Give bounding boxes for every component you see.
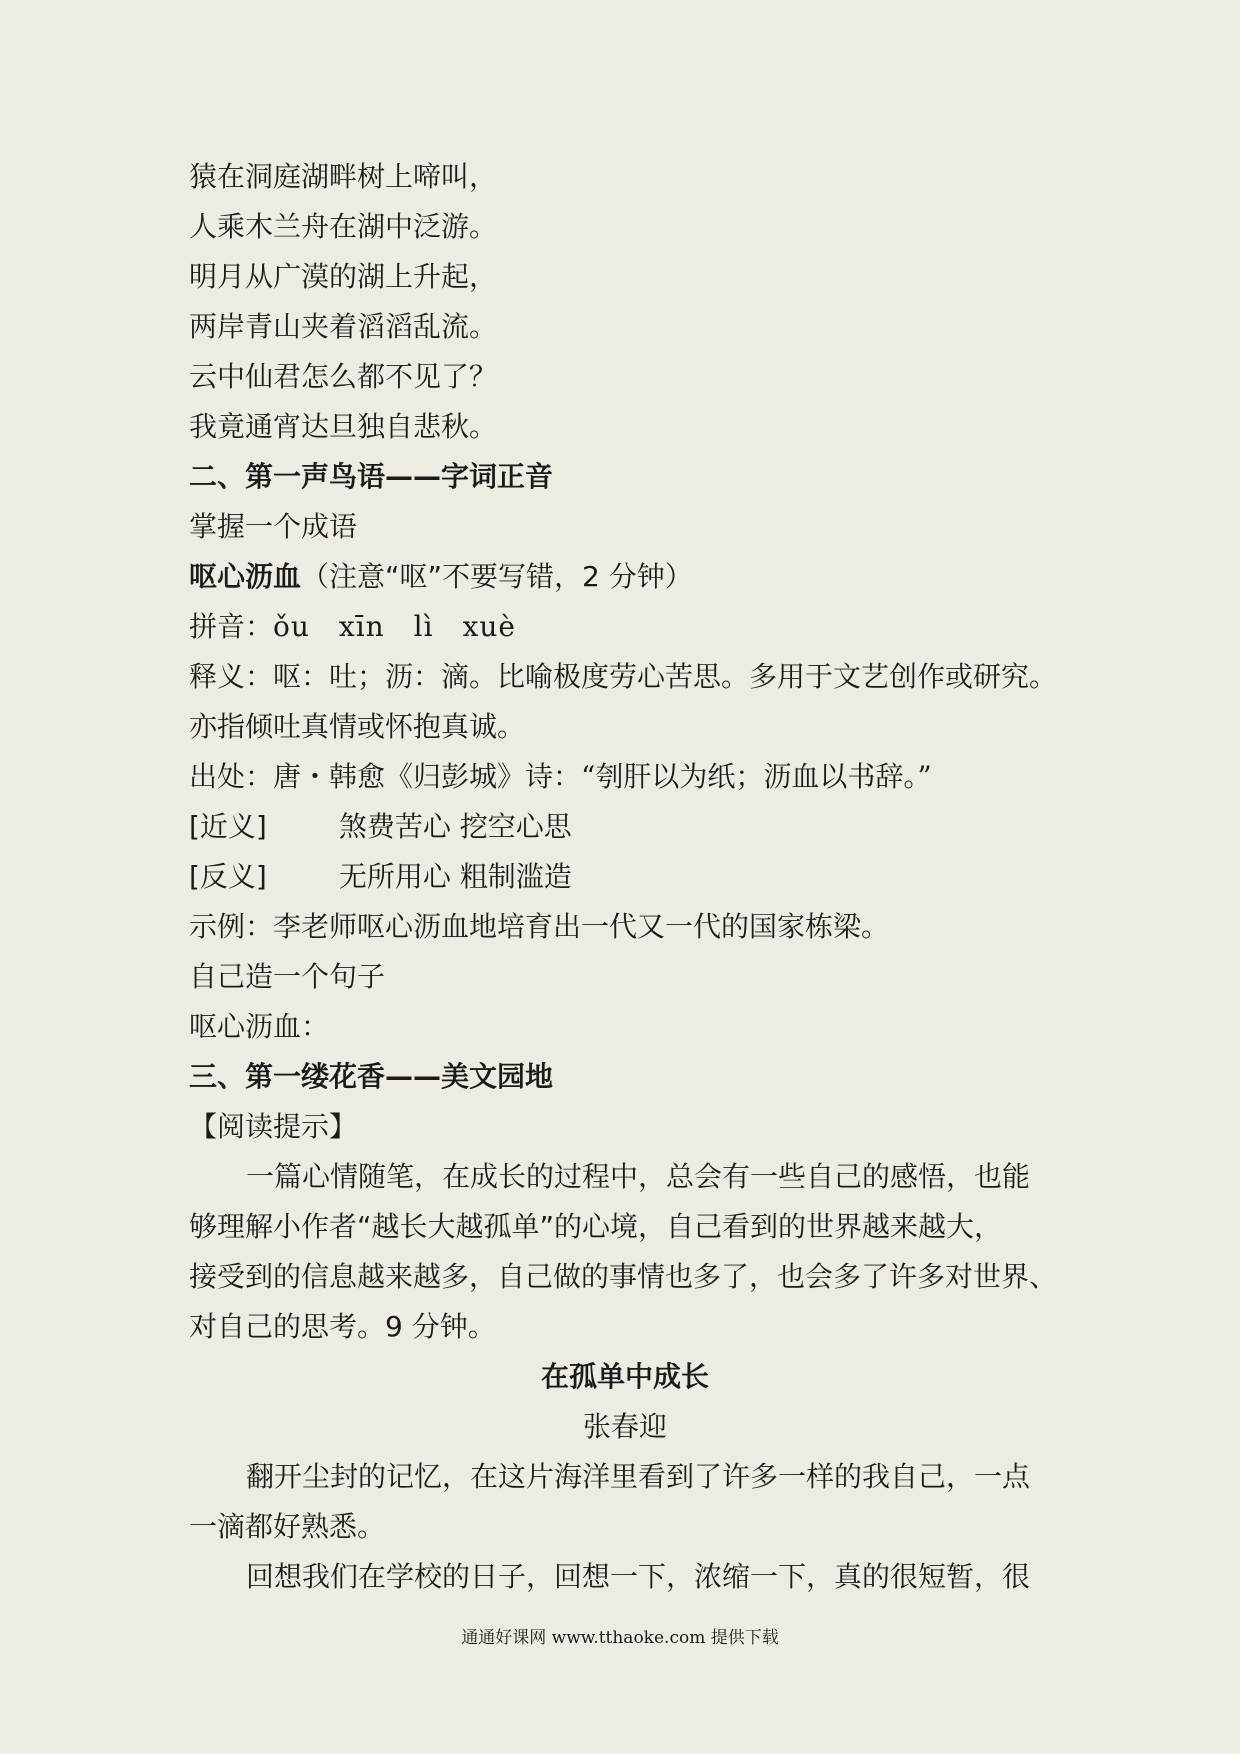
reading-tip-label: 【阅读提示】	[189, 1110, 358, 1143]
task-prompt: 呕心沥血：	[189, 1010, 330, 1043]
meaning-line: 释义：呕：吐；沥：滴。比喻极度劳心苦思。多用于文艺创作或研究。	[189, 660, 1058, 693]
subheading: 掌握一个成语	[189, 510, 358, 543]
poem-line: 猿在洞庭湖畔树上啼叫，	[189, 160, 498, 193]
tip-line: 对自己的思考。9 分钟。	[189, 1310, 496, 1343]
idiom-line	[189, 552, 1061, 602]
tip-line: 够理解小作者“越长大越孤单”的心境，自己看到的世界越来越大，	[189, 1210, 1003, 1243]
pinyin-text: ǒu xīn lì xuè	[273, 610, 516, 643]
poem-line: 我竟通宵达旦独自悲秋。	[189, 410, 498, 443]
pinyin-label: 拼音：	[189, 610, 274, 643]
synonym-text: 煞费苦心 挖空心思	[338, 810, 572, 843]
meaning-line: 亦指倾吐真情或怀抱真诚。	[189, 710, 526, 743]
antonym-text: 无所用心 粗制滥造	[338, 860, 572, 893]
pinyin-line	[189, 602, 1061, 652]
synonym-line	[189, 802, 1061, 852]
poem-line: 两岸青山夹着滔滔乱流。	[189, 310, 498, 343]
article-body-line: 一滴都好熟悉。	[189, 1510, 386, 1543]
idiom-term: 呕心沥血	[189, 560, 302, 593]
article-body-line: 回想我们在学校的日子，回想一下，浓缩一下，真的很短暂，很	[246, 1560, 1031, 1593]
synonym-label: [近义]	[189, 810, 267, 843]
antonym-line	[189, 852, 1061, 902]
article-title: 在孤单中成长	[540, 1360, 709, 1393]
page-content	[189, 152, 1061, 1602]
tip-line: 接受到的信息越来越多，自己做的事情也多了，也会多了许多对世界、	[189, 1260, 1058, 1293]
poem-line: 云中仙君怎么都不见了？	[189, 360, 498, 393]
article-body-line: 翻开尘封的记忆，在这片海洋里看到了许多一样的我自己，一点	[246, 1460, 1031, 1493]
poem-line: 明月从广漠的湖上升起，	[189, 260, 498, 293]
antonym-label: [反义]	[189, 860, 267, 893]
article-author: 张春迎	[582, 1410, 667, 1443]
section-heading: 三、第一缕花香——美文园地	[189, 1060, 554, 1093]
source-line: 出处：唐・韩愈《归彭城》诗：“刳肝以为纸；沥血以书辞。”	[189, 760, 932, 793]
task-line: 自己造一个句子	[189, 960, 386, 993]
example-line: 示例：李老师呕心沥血地培育出一代又一代的国家栋梁。	[189, 910, 890, 943]
tip-line: 一篇心情随笔，在成长的过程中，总会有一些自己的感悟，也能	[246, 1160, 1031, 1193]
poem-line: 人乘木兰舟在湖中泛游。	[189, 210, 498, 243]
idiom-note: （注意“呕”不要写错，2 分钟）	[301, 560, 693, 593]
section-heading: 二、第一声鸟语——字词正音	[189, 460, 554, 493]
page-footer: 通通好课网 www.tthaoke.com 提供下载	[461, 1628, 779, 1648]
